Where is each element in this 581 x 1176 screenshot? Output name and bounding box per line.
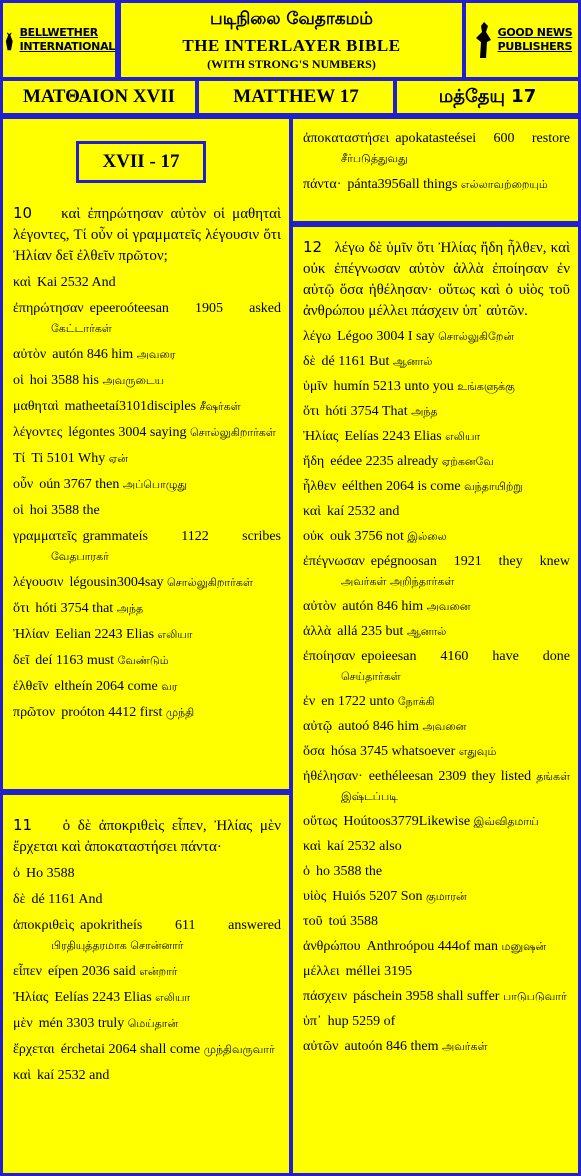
verse-11-continued-panel bbox=[290, 116, 581, 224]
word-entry bbox=[303, 912, 570, 932]
greek-word: Τί bbox=[13, 451, 26, 466]
tamil-gloss: அவனை bbox=[426, 600, 471, 613]
greek-word: ἀνθρώπου bbox=[303, 939, 361, 954]
tamil-gloss: முந்திவருவார் bbox=[203, 1043, 275, 1056]
greek-word: ἔρχεται bbox=[13, 1042, 55, 1057]
transliteration: hoi 3588 his bbox=[29, 373, 100, 388]
transliteration: eltheín 2064 come bbox=[54, 679, 158, 694]
greek-word: μὲν bbox=[13, 1016, 33, 1031]
word-entry bbox=[303, 1037, 570, 1057]
tamil-gloss: அவரை bbox=[136, 348, 176, 361]
greek-word: ἠθέλησαν· bbox=[303, 769, 363, 784]
word-entry bbox=[13, 1066, 281, 1086]
verse-greek: καὶ ἐπηρώτησαν αὐτὸν οἱ μαθηταὶ λέγοντες, Τί οὖν οἱ γραμματεῖς λέγουσιν ὅτι Ἠλίαν δεῖ ἐλθεῖν πρῶτον; bbox=[13, 206, 282, 264]
greek-word: αὐτὸν bbox=[303, 599, 337, 614]
transliteration: ho 3588 the bbox=[316, 864, 383, 879]
transliteration: páschein 3958 shall suffer bbox=[353, 989, 500, 1004]
greek-word: καὶ bbox=[303, 839, 322, 854]
greek-word: εἶπεν bbox=[13, 964, 42, 979]
english-book-label: MATTHEW 17 bbox=[196, 78, 396, 116]
greek-word: ἀλλὰ bbox=[303, 624, 332, 639]
tamil-gloss: எலியா bbox=[157, 628, 193, 641]
tamil-book-label: மத்தேயு 17 bbox=[394, 78, 581, 116]
tamil-gloss: மனுஷன் bbox=[501, 940, 547, 953]
greek-word: αὐτὸν bbox=[13, 347, 47, 362]
transliteration: deí 1163 must bbox=[35, 653, 115, 668]
tamil-gloss: சீர்படுத்துவது bbox=[341, 152, 408, 165]
tamil-gloss: அவருடைய bbox=[102, 374, 165, 387]
greek-word: ὑμῖν bbox=[303, 379, 328, 394]
greek-word: μαθηταὶ bbox=[13, 399, 59, 414]
tamil-gloss: பிரதியுத்தரமாக சொன்னார் bbox=[51, 939, 184, 952]
transliteration: Hoútoos3779Likewise bbox=[343, 814, 471, 829]
tamil-gloss: அந்த bbox=[116, 602, 144, 615]
transliteration: epégnoosan 1921 they knew bbox=[370, 554, 570, 569]
word-entry bbox=[303, 402, 570, 422]
title-tamil: படிநிலை வேதாகமம் bbox=[210, 9, 373, 29]
greek-word: οἱ bbox=[13, 503, 24, 518]
greek-word: ἐπέγνωσαν bbox=[303, 554, 365, 569]
word-entry bbox=[303, 327, 570, 347]
transliteration: epeeroóteesan 1905 asked bbox=[89, 301, 281, 316]
greek-book-label: ΜΑΤΘΑΙΟΝ XVII bbox=[0, 78, 198, 116]
word-entry bbox=[13, 299, 281, 339]
transliteration: hup 5259 of bbox=[327, 1014, 396, 1029]
tamil-gloss: எல்லாவற்றையும் bbox=[460, 178, 548, 191]
verse-greek: ὁ δὲ ἀποκριθεὶς εἶπεν, Ἠλίας μὲν ἔρχεται καὶ ἀποκαταστήσει πάντα· bbox=[13, 818, 282, 855]
tamil-gloss: தங்கள் இஷ்டப்படி bbox=[341, 770, 570, 803]
transliteration: hóti 3754 That bbox=[325, 404, 408, 419]
word-entry bbox=[303, 1012, 570, 1032]
transliteration: Ti 5101 Why bbox=[31, 451, 106, 466]
verse-11-panel bbox=[0, 792, 292, 1176]
verse-10-text bbox=[3, 203, 289, 267]
logo-line-2: PUBLISHERS bbox=[497, 40, 573, 53]
tamil-gloss: வேண்டும் bbox=[117, 654, 169, 667]
word-entry bbox=[13, 890, 281, 910]
transliteration: matheetaí3101disciples bbox=[64, 399, 197, 414]
greek-word: αὐτῶν bbox=[303, 1039, 339, 1054]
greek-word: ἦλθεν bbox=[303, 479, 337, 494]
transliteration: en 1722 unto bbox=[321, 694, 395, 709]
verse-10-panel bbox=[0, 116, 292, 792]
transliteration: Kai 2532 And bbox=[37, 275, 116, 290]
transliteration: eethéleesan 2309 they listed bbox=[368, 769, 532, 784]
title-subtitle: (WITH STRONG'S NUMBERS) bbox=[207, 57, 376, 71]
tamil-gloss: என்றார் bbox=[139, 965, 178, 978]
word-entry bbox=[303, 962, 570, 982]
transliteration: hósa 3745 whatsoever bbox=[330, 744, 456, 759]
logo-line-2: INTERNATIONAL bbox=[19, 40, 115, 53]
verse-12-entries bbox=[293, 327, 578, 1057]
greek-word: τοῦ bbox=[303, 914, 323, 929]
transliteration: autón 846 him bbox=[342, 599, 424, 614]
transliteration: pánta3956all things bbox=[347, 177, 458, 192]
transliteration: méllei 3195 bbox=[345, 964, 413, 979]
word-entry bbox=[13, 599, 281, 619]
word-entry bbox=[13, 651, 281, 671]
transliteration: toú 3588 bbox=[328, 914, 378, 929]
word-entry bbox=[13, 625, 281, 645]
transliteration: hoi 3588 the bbox=[29, 503, 100, 518]
logo-line-1: BELLWETHER bbox=[19, 26, 98, 39]
tamil-gloss: எதுவும் bbox=[458, 745, 497, 758]
word-entry bbox=[13, 423, 281, 443]
greek-word: δεῖ bbox=[13, 653, 30, 668]
transliteration: Anthroópou 444of man bbox=[366, 939, 499, 954]
transliteration: Eelian 2243 Elias bbox=[55, 627, 155, 642]
greek-word: οὖν bbox=[13, 477, 34, 492]
transliteration: érchetai 2064 shall come bbox=[60, 1042, 201, 1057]
word-entry bbox=[13, 988, 281, 1008]
tamil-gloss: கேட்டார்கள் bbox=[51, 322, 112, 335]
verse-number: 10 bbox=[13, 204, 33, 222]
word-entry bbox=[303, 527, 570, 547]
word-entry bbox=[303, 717, 570, 737]
transliteration: eípen 2036 said bbox=[47, 964, 136, 979]
word-entry bbox=[303, 742, 570, 762]
word-entry bbox=[303, 987, 570, 1007]
tamil-gloss: வந்தாயிற்று bbox=[464, 480, 523, 493]
transliteration: eédee 2235 already bbox=[330, 454, 439, 469]
tamil-gloss: அந்த bbox=[411, 405, 438, 418]
word-entry bbox=[303, 812, 570, 832]
word-entry bbox=[13, 273, 281, 293]
greek-word: οὐκ bbox=[303, 529, 324, 544]
title-box bbox=[118, 0, 465, 80]
word-entry bbox=[13, 371, 281, 391]
greek-word: λέγουσιν bbox=[13, 575, 64, 590]
greek-word: δὲ bbox=[13, 892, 26, 907]
greek-word: δὲ bbox=[303, 354, 316, 369]
greek-word: πάσχειν bbox=[303, 989, 348, 1004]
verse-12-text bbox=[293, 237, 578, 322]
tamil-gloss: வர bbox=[161, 680, 178, 693]
greek-word: Ἠλίαν bbox=[13, 627, 50, 642]
greek-word: ἀποκριθεὶς bbox=[13, 918, 75, 933]
greek-word: ὁ bbox=[303, 864, 310, 879]
tamil-gloss: ஏற்கனவே bbox=[441, 455, 494, 468]
word-entry bbox=[303, 937, 570, 957]
word-entry bbox=[303, 502, 570, 522]
greek-word: υἱὸς bbox=[303, 889, 327, 904]
transliteration: ouk 3756 not bbox=[330, 529, 404, 544]
tamil-gloss: ஆனால் bbox=[392, 355, 433, 368]
verse-11-text bbox=[3, 815, 289, 858]
tamil-gloss: அவர்கள் அறிந்தார்கள் bbox=[341, 575, 455, 588]
word-entry bbox=[13, 501, 281, 521]
verse-12-panel bbox=[290, 224, 581, 1176]
word-entry bbox=[13, 677, 281, 697]
word-entry bbox=[303, 622, 570, 642]
transliteration: autoón 846 them bbox=[344, 1039, 439, 1054]
greek-word: οἱ bbox=[13, 373, 24, 388]
tamil-gloss: முந்தி bbox=[165, 706, 195, 719]
transliteration: humín 5213 unto you bbox=[333, 379, 454, 394]
greek-word: Ἠλίας bbox=[303, 429, 339, 444]
verse-10-entries bbox=[3, 273, 289, 723]
verse-number: 12 bbox=[303, 238, 323, 256]
transliteration: Huiós 5207 Son bbox=[332, 889, 423, 904]
tamil-gloss: பாடுபடுவார் bbox=[502, 990, 567, 1003]
word-entry bbox=[303, 552, 570, 592]
transliteration: kaí 2532 also bbox=[327, 839, 402, 854]
tamil-gloss: அப்பொழுது bbox=[122, 478, 188, 491]
word-entry bbox=[303, 862, 570, 882]
word-entry bbox=[13, 916, 281, 956]
word-entry bbox=[13, 527, 281, 567]
word-entry bbox=[303, 175, 570, 195]
tamil-gloss: இவ்விதமாய் bbox=[473, 815, 539, 828]
transliteration: Ho 3588 bbox=[26, 866, 75, 881]
tamil-gloss: குமாரன் bbox=[425, 890, 467, 903]
greek-word: οὕτως bbox=[303, 814, 338, 829]
greek-word: ὅτι bbox=[303, 404, 320, 419]
transliteration: légontes 3004 saying bbox=[68, 425, 187, 440]
bellwether-logo bbox=[0, 0, 118, 80]
greek-word: ὑπ᾽ bbox=[303, 1014, 322, 1029]
chapter-label: XVII - 17 bbox=[76, 141, 206, 183]
greek-word: λέγοντες bbox=[13, 425, 63, 440]
greek-word: πάντα· bbox=[303, 177, 342, 192]
tamil-gloss: எலியா bbox=[155, 991, 191, 1004]
tamil-gloss: உங்களுக்கு bbox=[457, 380, 515, 393]
transliteration: légousin3004say bbox=[69, 575, 164, 590]
transliteration: apokatasteései 600 restore bbox=[395, 131, 570, 146]
transliteration: allá 235 but bbox=[337, 624, 404, 639]
greek-word: ἤδη bbox=[303, 454, 325, 469]
logo-line-1: GOOD NEWS bbox=[497, 26, 573, 39]
word-entry bbox=[13, 1040, 281, 1060]
title-english: THE INTERLAYER BIBLE bbox=[182, 36, 401, 55]
good-news-logo bbox=[463, 0, 581, 80]
greek-word: ὁ bbox=[13, 866, 20, 881]
word-entry bbox=[13, 397, 281, 417]
word-entry bbox=[13, 1014, 281, 1034]
tamil-gloss: ஆனால் bbox=[406, 625, 447, 638]
greek-word: ἀποκαταστήσει bbox=[303, 131, 390, 146]
transliteration: oún 3767 then bbox=[39, 477, 120, 492]
tamil-gloss: சீஷர்கள் bbox=[199, 400, 241, 413]
transliteration: epoieesan 4160 have done bbox=[361, 649, 570, 664]
greek-word: ὅτι bbox=[13, 601, 30, 616]
transliteration: autón 846 him bbox=[52, 347, 134, 362]
verse-number: 11 bbox=[13, 816, 33, 834]
transliteration: dé 1161 But bbox=[321, 354, 390, 369]
transliteration: Légoo 3004 I say bbox=[337, 329, 435, 344]
greek-word: ἐν bbox=[303, 694, 316, 709]
tamil-gloss: நோக்கி bbox=[397, 695, 435, 708]
greek-word: Ἠλίας bbox=[13, 990, 49, 1005]
greek-word: μέλλει bbox=[303, 964, 340, 979]
transliteration: proóton 4412 first bbox=[61, 705, 163, 720]
tamil-gloss: எலியா bbox=[445, 430, 481, 443]
greek-word: αὐτῷ bbox=[303, 719, 333, 734]
tamil-gloss: சொல்லுகிறார்கள் bbox=[189, 426, 276, 439]
word-entry bbox=[13, 962, 281, 982]
transliteration: eélthen 2064 is come bbox=[342, 479, 461, 494]
greek-word: ὅσα bbox=[303, 744, 325, 759]
sower-icon bbox=[472, 20, 494, 60]
transliteration: kaí 2532 and bbox=[327, 504, 400, 519]
transliteration: apokritheís 611 answered bbox=[80, 918, 281, 933]
word-entry bbox=[303, 477, 570, 497]
transliteration: autoó 846 him bbox=[338, 719, 419, 734]
tamil-gloss: செய்தார்கள் bbox=[341, 670, 401, 683]
word-entry bbox=[303, 597, 570, 617]
tamil-gloss: சொல்லுகிறேன் bbox=[438, 330, 515, 343]
word-entry bbox=[13, 449, 281, 469]
greek-word: καὶ bbox=[303, 504, 322, 519]
verse-greek: λέγω δὲ ὑμῖν ὅτι Ἠλίας ἤδη ἦλθεν, καὶ οὐκ ἐπέγνωσαν αὐτὸν ἀλλὰ ἐποίησαν ἐν αὐτῷ ὅσα ἠθέλησαν· οὕτως καὶ ὁ υἱὸς τοῦ ἀνθρώπου μέλλει πάσχειν ὑπ᾽ αὐτῶν. bbox=[303, 240, 570, 319]
ram-icon bbox=[3, 20, 16, 60]
greek-word: ἐλθεῖν bbox=[13, 679, 49, 694]
transliteration: mén 3303 truly bbox=[38, 1016, 125, 1031]
word-entry bbox=[303, 837, 570, 857]
word-entry bbox=[303, 692, 570, 712]
greek-word: ἐπηρώτησαν bbox=[13, 301, 84, 316]
transliteration: Eelías 2243 Elias bbox=[54, 990, 152, 1005]
greek-word: καὶ bbox=[13, 275, 32, 290]
greek-word: πρῶτον bbox=[13, 705, 56, 720]
tamil-gloss: சொல்லுகிறார்கள் bbox=[167, 576, 253, 589]
word-entry bbox=[303, 647, 570, 687]
transliteration: dé 1161 And bbox=[31, 892, 103, 907]
transliteration: grammateís 1122 scribes bbox=[82, 529, 281, 544]
tamil-gloss: அவர்கள் bbox=[442, 1040, 488, 1053]
word-entry bbox=[13, 864, 281, 884]
word-entry bbox=[303, 377, 570, 397]
tamil-gloss: அவனை bbox=[422, 720, 467, 733]
tamil-gloss: வேதபாரகர் bbox=[51, 550, 109, 563]
word-entry bbox=[303, 352, 570, 372]
verse-11-continued-entries bbox=[293, 129, 578, 195]
word-entry bbox=[13, 703, 281, 723]
greek-word: ἐποίησαν bbox=[303, 649, 356, 664]
greek-word: λέγω bbox=[303, 329, 332, 344]
verse-11-entries bbox=[3, 864, 289, 1086]
tamil-gloss: இல்லை bbox=[407, 530, 447, 543]
transliteration: Eelías 2243 Elias bbox=[344, 429, 442, 444]
word-entry bbox=[303, 767, 570, 807]
word-entry bbox=[303, 129, 570, 169]
greek-word: καὶ bbox=[13, 1068, 32, 1083]
tamil-gloss: மெய்தான் bbox=[127, 1017, 179, 1030]
tamil-gloss: ஏன் bbox=[108, 452, 128, 465]
transliteration: hóti 3754 that bbox=[35, 601, 114, 616]
word-entry bbox=[303, 427, 570, 447]
word-entry bbox=[303, 887, 570, 907]
greek-word: γραμματεῖς bbox=[13, 529, 77, 544]
transliteration: kaí 2532 and bbox=[37, 1068, 110, 1083]
word-entry bbox=[13, 475, 281, 495]
word-entry bbox=[303, 452, 570, 472]
word-entry bbox=[13, 573, 281, 593]
word-entry bbox=[13, 345, 281, 365]
